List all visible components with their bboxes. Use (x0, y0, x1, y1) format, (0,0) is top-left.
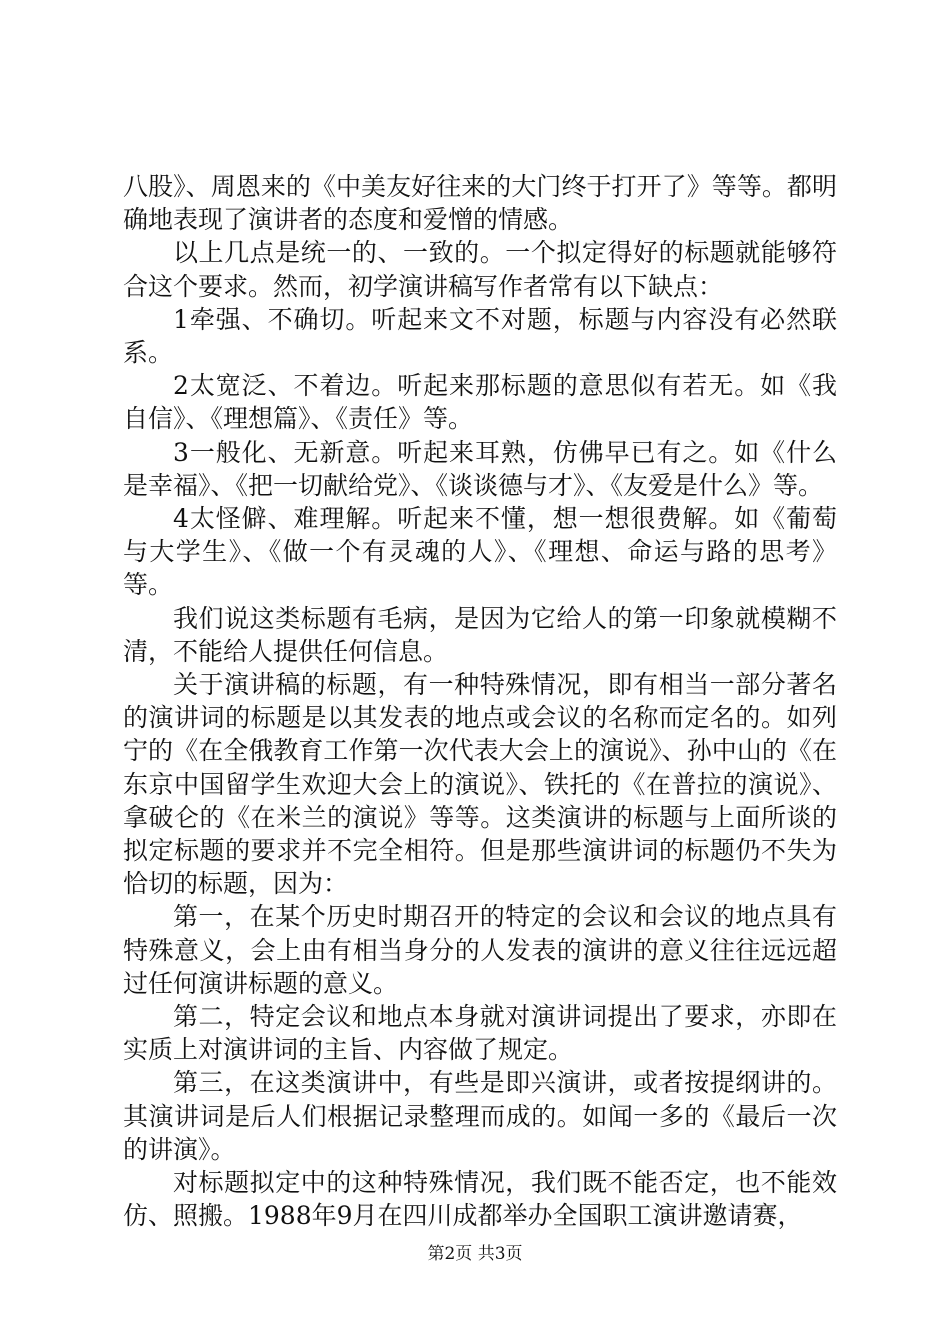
paragraph: 3一般化、无新意。听起来耳熟，仿佛早已有之。如《什么是幸福》、《把一切献给党》、《谈谈德与才》、《友爱是什么》等。 (123, 437, 837, 500)
paragraph: 我们说这类标题有毛病，是因为它给人的第一印象就模糊不清，不能给人提供任何信息。 (123, 603, 837, 666)
paragraph: 关于演讲稿的标题，有一种特殊情况，即有相当一部分著名的演讲词的标题是以其发表的地点或会议的名称而定名的。如列宁的《在全俄教育工作第一次代表大会上的演说》、孙中山的《在东京中国留学生欢迎大会上的演说》、铁托的《在普拉的演说》、拿破仑的《在米兰的演说》等等。这类演讲的标题与上面所谈的拟定标题的要求并不完全相符。但是那些演讲词的标题仍不失为恰切的标题，因为： (123, 670, 837, 899)
paragraph: 4太怪僻、难理解。听起来不懂，想一想很费解。如《葡萄与大学生》、《做一个有灵魂的人》、《理想、命运与路的思考》等。 (123, 504, 837, 600)
paragraph: 第三，在这类演讲中，有些是即兴演讲，或者按提纲讲的。其演讲词是后人们根据记录整理而成的。如闻一多的《最后一次的讲演》。 (123, 1068, 837, 1164)
paragraph: 2太宽泛、不着边。听起来那标题的意思似有若无。如《我自信》、《理想篇》、《责任》等。 (123, 371, 837, 434)
paragraph: 以上几点是统一的、一致的。一个拟定得好的标题就能够符合这个要求。然而，初学演讲稿写作者常有以下缺点： (123, 238, 837, 301)
document-body (123, 170, 837, 1233)
page-footer: 第2页 共3页 (427, 1244, 523, 1264)
paragraph: 八股》、周恩来的《中美友好往来的大门终于打开了》等等。都明确地表现了演讲者的态度和爱憎的情感。 (123, 172, 837, 235)
paragraph: 第二，特定会议和地点本身就对演讲词提出了要求，亦即在实质上对演讲词的主旨、内容做了规定。 (123, 1002, 837, 1065)
paragraph: 1牵强、不确切。听起来文不对题，标题与内容没有必然联系。 (123, 304, 837, 368)
paragraph: 第一，在某个历史时期召开的特定的会议和会议的地点具有特殊意义，会上由有相当身分的人发表的演讲的意义往往远远超过任何演讲标题的意义。 (123, 902, 837, 998)
paragraph: 对标题拟定中的这种特殊情况，我们既不能否定，也不能效仿、照搬。1988年9月在四川成都举办全国职工演讲邀请赛， (123, 1168, 837, 1231)
